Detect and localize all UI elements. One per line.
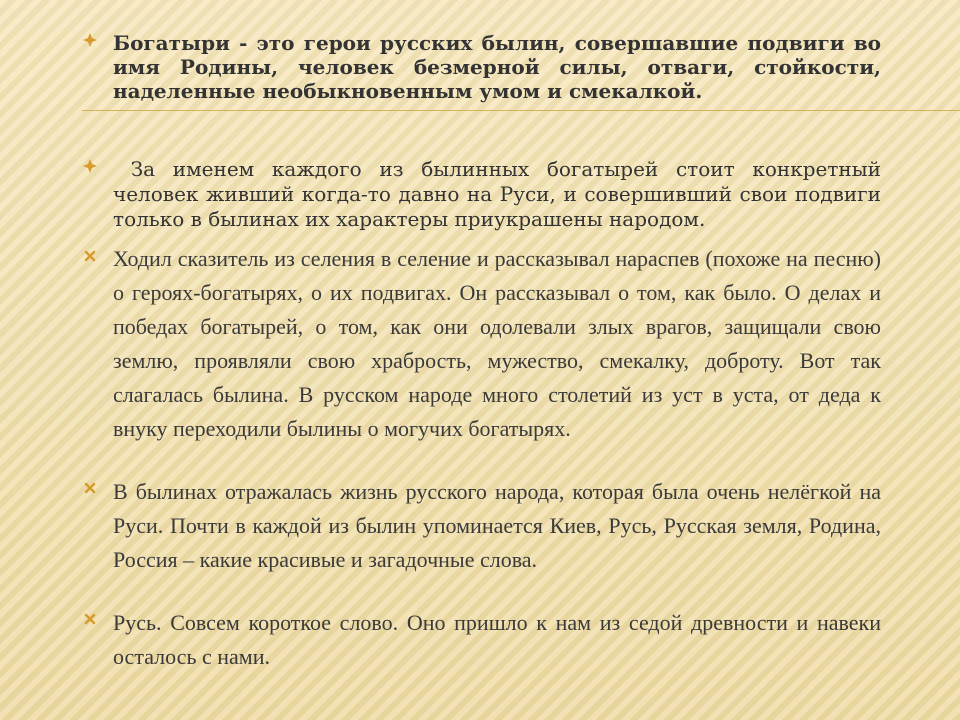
paragraph-storyteller: Ходил сказитель из селения в селение и рассказывал нараспев (похоже на песню) о героях-богатырях, о их подвигах. Он рассказывал о том, как было. О делах и победах богатырей, о том, как они одолевали злых врагов, защищали свою землю, проявляли свою храбрость, мужество, смекалку, доброту. Вот так слагалась былина. В русском народе много столетий из уст в уста, от деда к внуку переходили былины о могучих богатырях.: [113, 246, 881, 441]
paragraph-rus: Русь. Совсем короткое слово. Оно пришло к нам из седой древности и навеки осталось с нами.: [113, 610, 881, 669]
paragraph-definition: Богатыри - это герои русских былин, совершавшие подвиги во имя Родины, человек безмерной силы, отваги, стойкости, наделенные необыкновенным умом и смекалкой.: [113, 31, 881, 103]
diamond-bullet-icon: [82, 158, 98, 174]
divider-line: [82, 110, 960, 111]
paragraph-life: В былинах отражалась жизнь русского народа, которая была очень нелёгкой на Руси. Почти в каждой из былин упоминается Киев, Русь, Русская земля, Родина, Россия – какие красивые и загадочные слова.: [113, 479, 881, 572]
paragraph-heroes: За именем каждого из былинных богатырей стоит конкретный человек живший когда-то давно на Руси, и совершивший свои подвиги только в былинах их характеры приукрашены народом.: [113, 157, 881, 231]
x-bullet-icon: [82, 248, 98, 264]
x-bullet-icon: [82, 611, 98, 627]
diamond-bullet-icon: [82, 32, 98, 48]
x-bullet-icon: [82, 480, 98, 496]
